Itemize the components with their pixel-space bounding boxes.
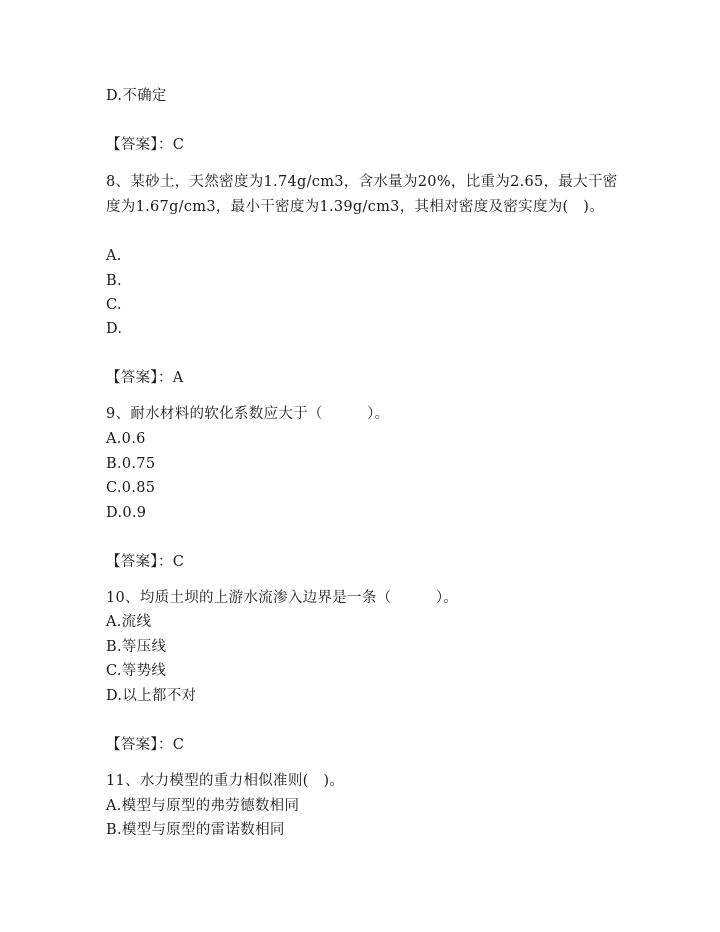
question-11: 11、水力模型的重力相似准则( )。 [106,773,345,789]
option-line: D. [106,321,123,337]
option-line: D.以上都不对 [106,688,197,704]
option-line: D.不确定 [106,88,167,104]
answer-line: 【答案】：C [106,554,185,570]
option-line: C.等势线 [106,663,167,679]
option-line: C.0.85 [106,480,156,496]
question-8: 8、某砂土，天然密度为1.74g/cm3，含水量为20%，比重为2.65，最大干密度为1.67g/cm3，最小干密度为1.39g/cm3，其相对密度及密实度为( )。 [106,174,618,215]
answer-line: 【答案】：C [106,137,185,153]
option-line: A. [106,248,122,264]
answer-line: 【答案】：A [106,370,184,386]
question-10: 10、均质土坝的上游水流渗入边界是一条（ ）。 [106,590,459,606]
option-line: A.模型与原型的弗劳德数相同 [106,798,300,814]
option-line: B.等压线 [106,639,167,655]
question-9: 9、耐水材料的软化系数应大于（ ）。 [106,406,390,422]
option-line: A.流线 [106,614,152,630]
option-line: D.0.9 [106,505,147,521]
option-line: C. [106,297,122,313]
answer-line: 【答案】：C [106,737,185,753]
option-line: B.模型与原型的雷诺数相同 [106,822,285,838]
option-line: B. [106,273,122,289]
option-line: B.0.75 [106,456,156,472]
option-line: A.0.6 [106,431,146,447]
